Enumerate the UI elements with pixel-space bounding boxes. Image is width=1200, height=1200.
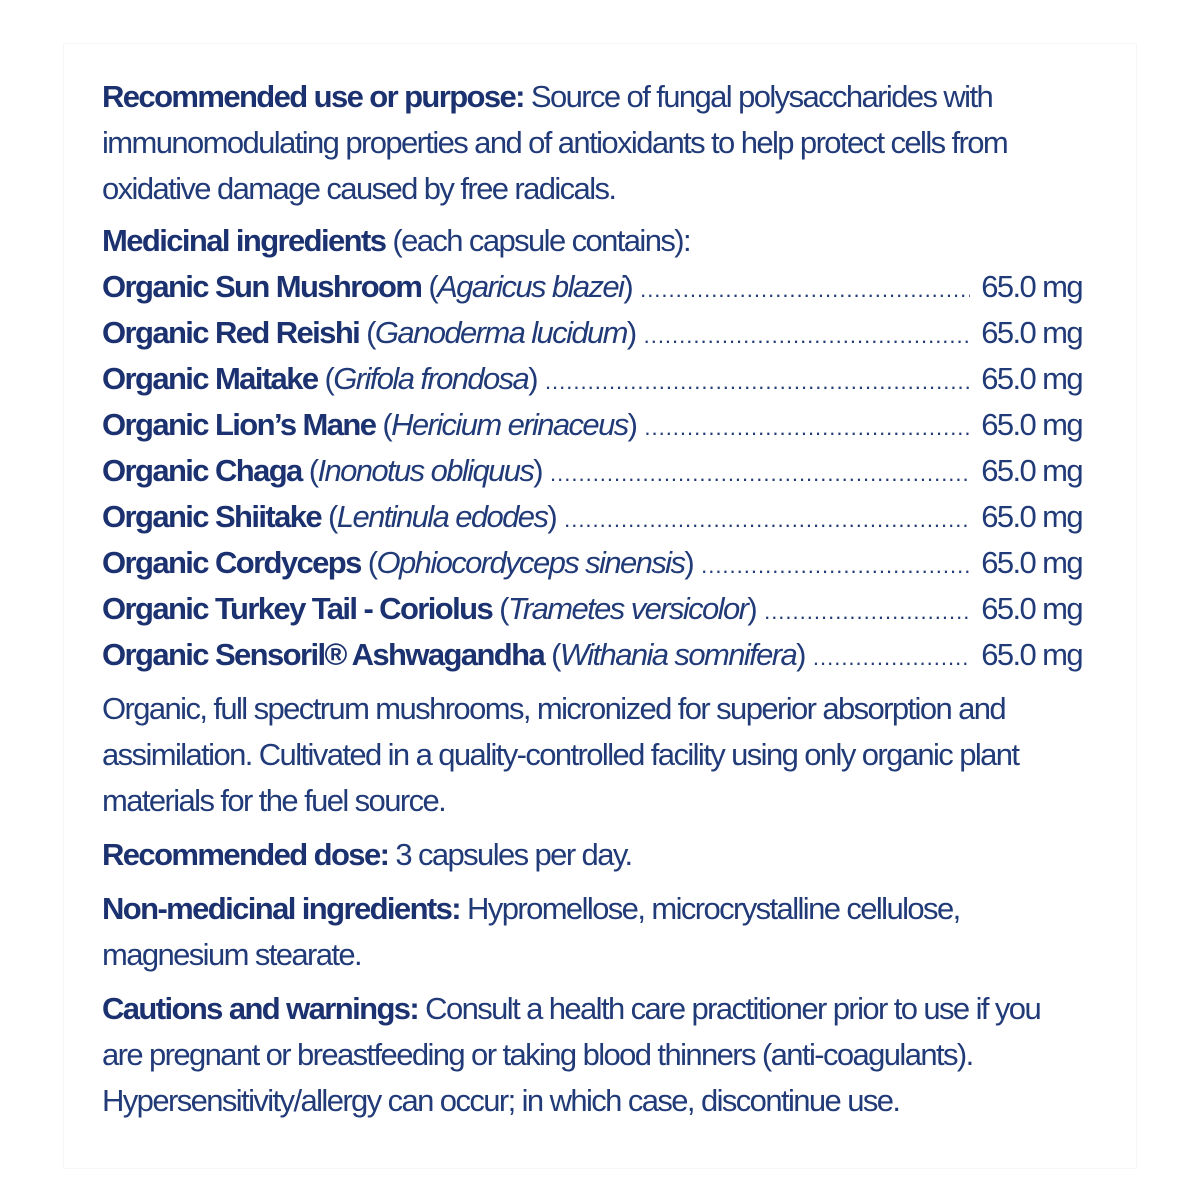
- ingredient-name: Organic Lion’s Mane: [102, 407, 376, 442]
- ingredient-amount: 65.0 mg: [981, 269, 1082, 304]
- ingredient-name-line: Organic Cordyceps (Ophiocordyceps sinensis): [102, 545, 694, 580]
- ingredient-amount: 65.0 mg: [981, 361, 1082, 396]
- cautions-heading: Cautions and warnings:: [102, 991, 419, 1026]
- purpose-paragraph: [102, 74, 1082, 212]
- purpose-heading: Recommended use or purpose:: [102, 79, 524, 114]
- ingredient-amount: 65.0 mg: [981, 591, 1082, 626]
- non-medicinal-text: Hypromellose, microcrystalline cellulose, magnesium stearate.: [102, 891, 960, 972]
- ingredient-name-line: Organic Shiitake (Lentinula edodes): [102, 499, 557, 534]
- ingredient-amount: 65.0 mg: [981, 407, 1082, 442]
- ingredient-latin-name: Hericium erinaceus: [391, 407, 628, 442]
- cautions-text: Consult a health care practitioner prior to use if you are pregnant or breastfeeding or taking blood thinners (anti-coagulants). Hypersensitivity/allergy can occur; in which case, discontinue use.: [102, 991, 1041, 1118]
- dot-leader: [545, 359, 970, 405]
- dot-leader: [644, 313, 970, 359]
- ingredient-name: Organic Maitake: [102, 361, 318, 396]
- ingredient-latin-name: Grifola frondosa: [333, 361, 529, 396]
- dot-leader: [550, 451, 970, 497]
- medicinal-ingredients-heading-line: [102, 218, 1082, 264]
- dose-text: 3 capsules per day.: [388, 837, 632, 872]
- medicinal-ingredients-subheading: (each capsule contains):: [385, 223, 690, 258]
- ingredient-amount: 65.0 mg: [981, 453, 1082, 488]
- ingredient-name: Organic Shiitake: [102, 499, 322, 534]
- ingredient-latin-name: Inonotus obliquus: [317, 453, 534, 488]
- ingredient-name-line: Organic Red Reishi (Ganoderma lucidum): [102, 315, 636, 350]
- dot-leader: [701, 543, 970, 589]
- ingredient-name: Organic Red Reishi: [102, 315, 360, 350]
- dot-leader: [764, 589, 970, 635]
- product-label-text: [102, 74, 1082, 1124]
- ingredient-name: Organic Sun Mushroom: [102, 269, 422, 304]
- ingredient-latin-name: Agaricus blazei: [437, 269, 624, 304]
- ingredient-name: Organic Cordyceps: [102, 545, 361, 580]
- ingredient-amount: 65.0 mg: [981, 499, 1082, 534]
- ingredient-name-line: Organic Turkey Tail - Coriolus (Trametes versicolor): [102, 591, 757, 626]
- ingredient-row: [102, 494, 1082, 540]
- ingredient-latin-name: Trametes versicolor: [507, 591, 748, 626]
- ingredient-name-line: Organic Maitake (Grifola frondosa): [102, 361, 537, 396]
- dot-leader: [644, 405, 970, 451]
- dot-leader: [813, 635, 970, 681]
- dose-heading: Recommended dose:: [102, 837, 389, 872]
- non-medicinal-heading: Non-medicinal ingredients:: [102, 891, 460, 926]
- ingredient-amount: 65.0 mg: [981, 315, 1082, 350]
- medicinal-ingredients-list: [102, 264, 1082, 678]
- purpose-text: Source of fungal polysaccharides with immunomodulating properties and of antioxidants to help protect cells from oxidative damage caused by free radicals.: [102, 79, 1008, 206]
- ingredient-row: [102, 310, 1082, 356]
- ingredient-amount: 65.0 mg: [981, 637, 1082, 672]
- non-medicinal-paragraph: [102, 886, 1082, 978]
- ingredient-row: [102, 264, 1082, 310]
- description-paragraph: Organic, full spectrum mushrooms, micronized for superior absorption and assimilation. Cultivated in a quality-controlled facility using only organic plant materials for the fuel source.: [102, 691, 1019, 818]
- ingredient-name-line: Organic Chaga (Inonotus obliquus): [102, 453, 543, 488]
- ingredient-row: [102, 586, 1082, 632]
- ingredient-name: Organic Turkey Tail - Coriolus: [102, 591, 493, 626]
- cautions-paragraph: [102, 986, 1082, 1124]
- ingredient-name: Organic Sensoril® Ashwagandha: [102, 637, 545, 672]
- ingredient-latin-name: Ophiocordyceps sinensis: [376, 545, 685, 580]
- ingredient-row: [102, 448, 1082, 494]
- ingredient-row: [102, 632, 1082, 678]
- dose-paragraph: [102, 832, 1082, 878]
- ingredient-row: [102, 356, 1082, 402]
- ingredient-row: [102, 402, 1082, 448]
- ingredient-latin-name: Withania somnifera: [559, 637, 797, 672]
- ingredient-name: Organic Chaga: [102, 453, 302, 488]
- ingredient-latin-name: Ganoderma lucidum: [374, 315, 627, 350]
- medicinal-ingredients-heading: Medicinal ingredients: [102, 223, 386, 258]
- ingredient-name-line: Organic Sun Mushroom (Agaricus blazei): [102, 269, 633, 304]
- ingredient-latin-name: Lentinula edodes: [336, 499, 548, 534]
- ingredient-amount: 65.0 mg: [981, 545, 1082, 580]
- ingredient-name-line: Organic Sensoril® Ashwagandha (Withania somnifera): [102, 637, 805, 672]
- dot-leader: [564, 497, 970, 543]
- ingredient-row: [102, 540, 1082, 586]
- ingredient-name-line: Organic Lion’s Mane (Hericium erinaceus): [102, 407, 637, 442]
- dot-leader: [640, 267, 970, 313]
